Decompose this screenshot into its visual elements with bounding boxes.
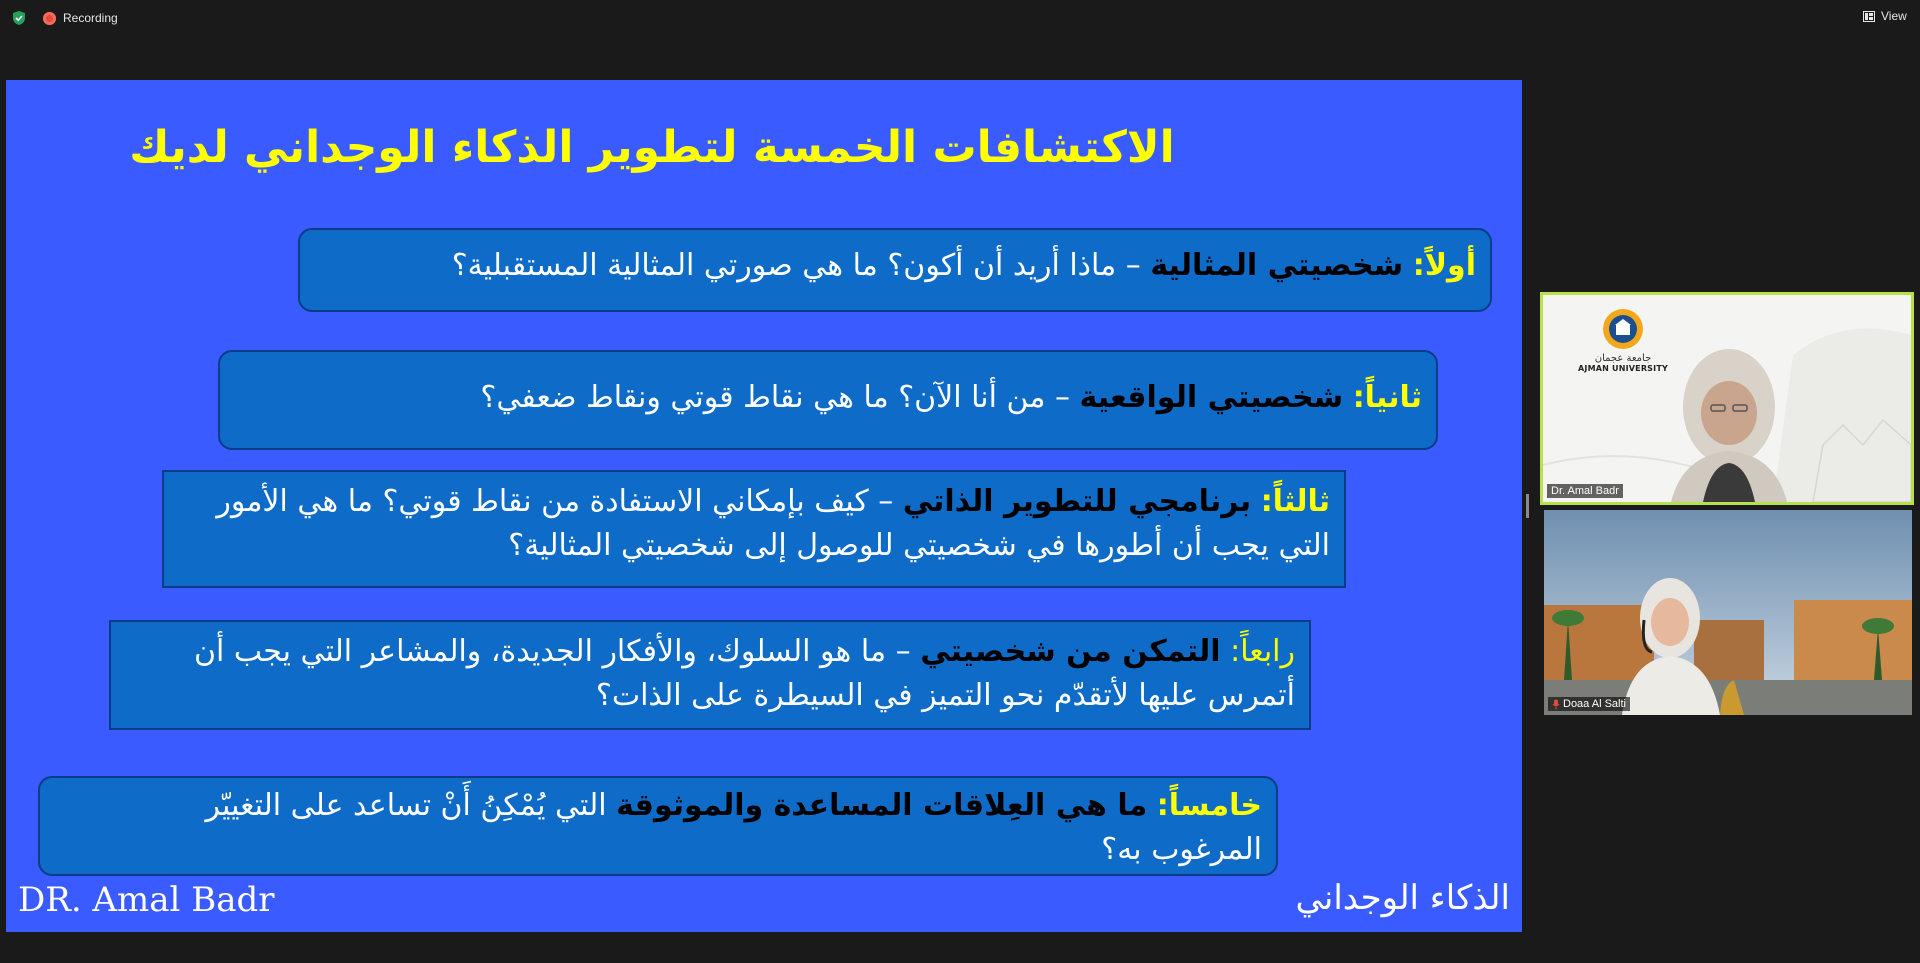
view-label: View [1881,9,1907,23]
item-heading: ما هي العِلاقات المساعدة والموثوقة [616,788,1148,823]
shield-icon[interactable] [11,10,27,26]
panel-resize-handle[interactable] [1526,494,1529,518]
discovery-item-4 [109,620,1311,730]
item-lead: رابعاً: [1230,634,1295,669]
item-lead: خامساً: [1156,788,1262,823]
slide-title: الاكتشافات الخمسة لتطوير الذكاء الوجداني لديك [129,122,1175,173]
item-lead: ثانياً: [1352,380,1422,415]
participant-name-tag [1547,484,1623,498]
participant-video [1544,510,1912,715]
video-tile-participant[interactable] [1544,510,1912,715]
item-body: التي يُمْكِنُ أَنْ تساعد على التغييّر المرغوب به؟ [205,788,1262,867]
discovery-item-5 [38,776,1278,876]
recording-icon [43,12,56,25]
item-body: – ماذا أريد أن أكون؟ ما هي صورتي المثالية المستقبلية؟ [451,248,1141,283]
item-body: – كيف بإمكاني الاستفادة من نقاط قوتي؟ ما هي الأمور التي يجب أن أطورها في شخصيتي للوصول إلى شخصيتي المثالية؟ [216,484,1330,563]
participant-name: Dr. Amal Badr [1551,485,1619,497]
item-lead: أولاً: [1412,248,1476,283]
participant-name-tag [1548,697,1630,711]
slide-footer-author: DR. Amal Badr [18,880,275,920]
discovery-item-2 [218,350,1438,450]
university-logo-emblem [1601,307,1645,351]
participant-name: Doaa Al Salti [1563,698,1626,710]
recording-indicator[interactable] [43,9,118,27]
slide-footer-topic: الذكاء الوجداني [1295,878,1510,918]
discovery-item-3 [162,470,1346,588]
item-heading: التمكن من شخصيتي [920,634,1221,669]
university-name-ar: جامعة عجمان [1594,353,1652,364]
university-logo [1578,307,1668,373]
view-button[interactable] [1863,9,1907,23]
recording-label: Recording [63,11,118,25]
item-heading: شخصيتي المثالية [1150,248,1404,283]
item-body: – من أنا الآن؟ ما هي نقاط قوتي ونقاط ضعفي؟ [480,380,1070,415]
item-heading: برنامجي للتطوير الذاتي [902,484,1252,519]
meeting-top-bar [0,0,1920,34]
video-tile-active-speaker[interactable] [1540,292,1914,505]
mic-muted-icon [1552,699,1560,710]
discovery-item-1 [298,228,1492,312]
view-icon [1863,11,1875,22]
item-lead: ثالثاً: [1260,484,1330,519]
university-name-en: AJMAN UNIVERSITY [1578,364,1668,373]
item-body: – ما هو السلوك، والأفكار الجديدة، والمشاعر التي يجب أن أتمرس عليها لأتقدّم نحو التميز في السيطرة على الذات؟ [193,634,1295,713]
item-heading: شخصيتي الواقعية [1079,380,1344,415]
shared-screen-slide [6,80,1522,932]
